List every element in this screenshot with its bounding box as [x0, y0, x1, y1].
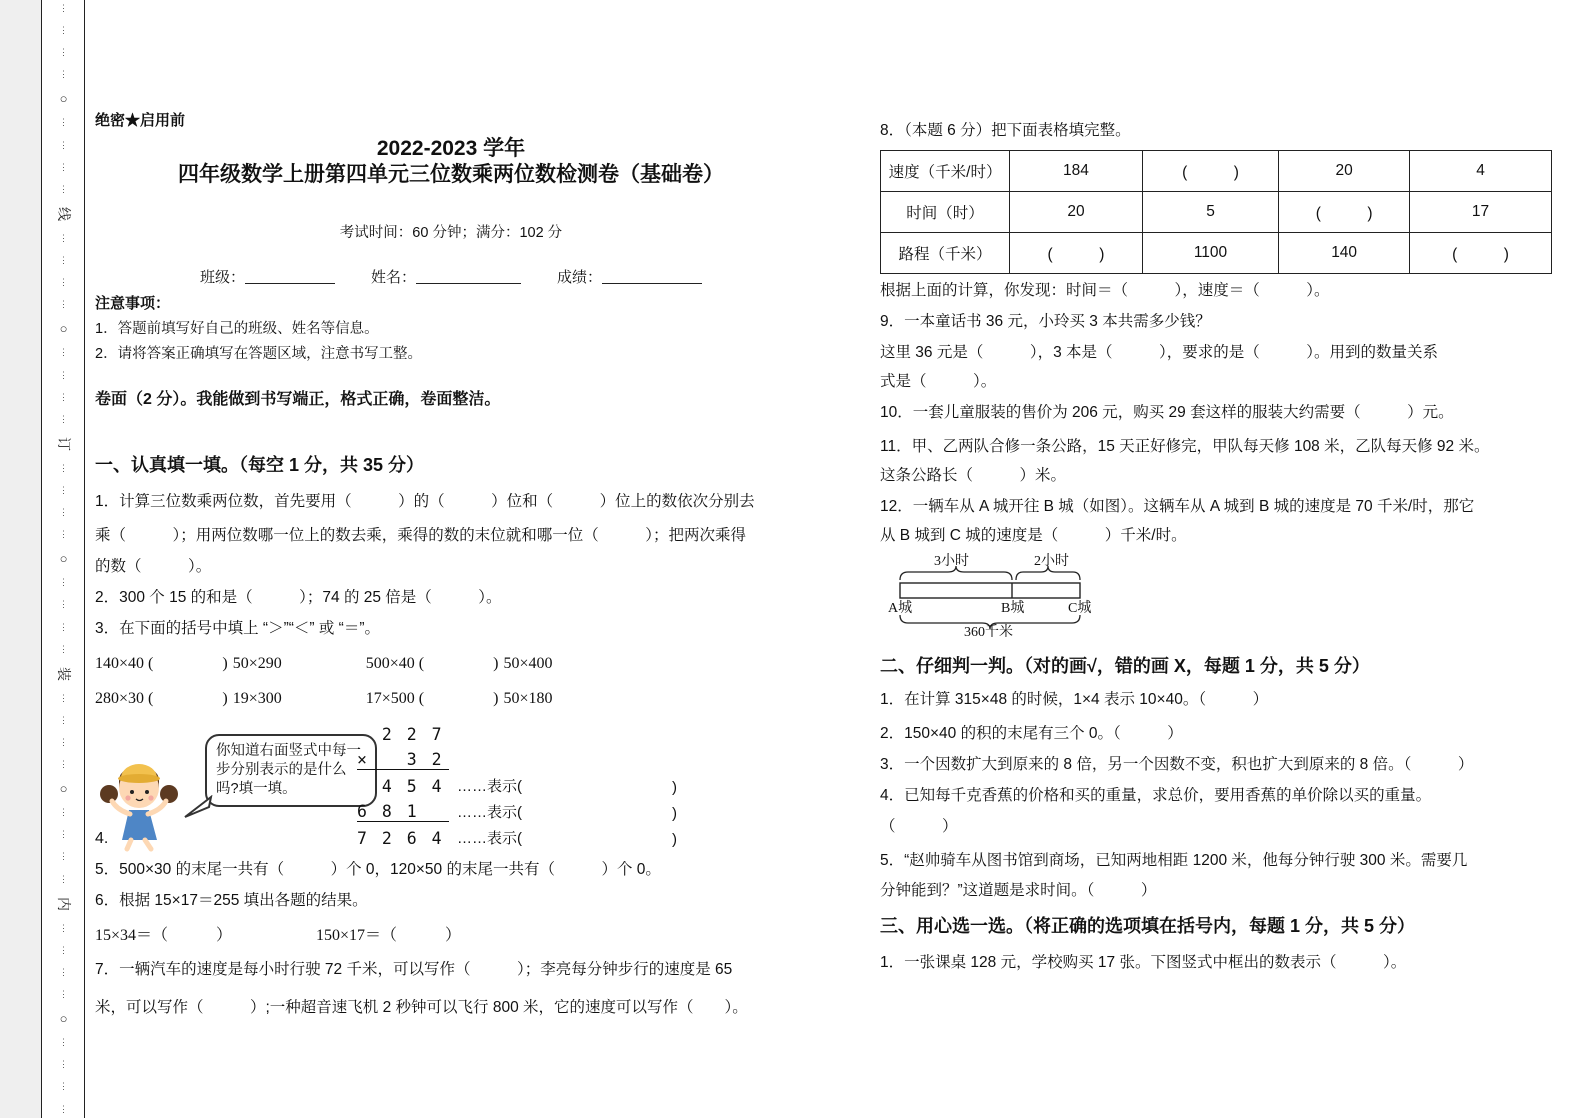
binding-circle: ○ — [59, 1011, 68, 1027]
binding-dot: ⋮ — [59, 529, 68, 540]
girl-pigtail-left — [100, 785, 118, 803]
binding-dot: ⋮ — [59, 643, 68, 654]
q11-line1: 11．甲、乙两队合修一条公路，15 天正好修完，甲队每天修 108 米，乙队每天修 92 米。 — [880, 438, 1490, 455]
binding-dot: ⋮ — [59, 47, 68, 58]
secret-label: 绝密★启用前 — [95, 112, 186, 129]
binding-strip-border — [84, 0, 85, 1118]
q8-speed-time-distance-table — [880, 150, 1552, 274]
right-column — [880, 122, 1552, 972]
vm-meaning-1: ……表示( ) — [457, 778, 677, 796]
binding-strip — [43, 0, 84, 1118]
q9-line2: 这里 36 元是（ ），3 本是（ ），要求的是（ ）。用到的数量关系 — [880, 344, 1439, 361]
vm-row-multiplier: × 3 2 — [357, 744, 677, 770]
judge-2: 2．150×40 的积的末尾有三个 0。（ ） — [880, 725, 1183, 742]
section1-title: 一、认真填一填。（每空 1 分，共 35 分） — [95, 455, 425, 475]
binding-dot: ⋮ — [59, 391, 68, 402]
q3-compare-row-1 — [95, 650, 807, 673]
binding-circle: ○ — [59, 781, 68, 797]
choice-1: 1．一张课桌 128 元，学校购买 17 张。下图竖式中框出的数表示（ ）。 — [880, 954, 1407, 971]
table-cell: 17 — [1410, 192, 1552, 233]
vm-row-product: 7 2 6 4 ……表示( ) — [357, 829, 677, 848]
speech-bubble-text: 你知道右面竖式中每一步分别表示的是什么吗?填一填。 — [216, 743, 361, 797]
score-label: 成绩： — [557, 269, 603, 286]
binding-dot: ⋮ — [59, 232, 68, 243]
row-header-time: 时间（时） — [881, 192, 1010, 233]
binding-circle: ○ — [59, 91, 68, 107]
total-distance-label: 360千米 — [964, 625, 1013, 637]
q8-conclusion-line: 根据上面的计算，你发现：时间＝（ ），速度＝（ ）。 — [880, 282, 1330, 299]
girl-hat-brim — [118, 774, 160, 783]
table-cell-blank: ( ) — [1010, 233, 1143, 274]
note-2: 2．请将答案正确填写在答题区域，注意书写工整。 — [95, 346, 423, 362]
q4-number-label: 4. — [95, 830, 109, 847]
table-cell: 140 — [1279, 233, 1410, 274]
binding-character: 内 — [55, 896, 72, 911]
girl-leg-right — [145, 840, 151, 849]
name-label: 姓名： — [370, 269, 416, 286]
compare-pair: 140×40 ( ) 50×290 — [95, 655, 282, 672]
cartoon-girl-illustration — [97, 748, 189, 852]
q8-line: 8．（本题 6 分）把下面表格填完整。 — [880, 122, 1131, 139]
exam-title-year: 2022-2023 学年 — [376, 137, 526, 160]
q7-line1: 7．一辆汽车的速度是每小时行驶 72 千米，可以写作（ ）；李亮每分钟步行的速度是 65 — [95, 961, 733, 978]
compare-blank: ( ) — [148, 655, 229, 672]
judge-4-line2: （ ） — [880, 818, 958, 835]
section3-title: 三、用心选一选。（将正确的选项填在括号内，每题 1 分，共 5 分） — [880, 916, 1416, 936]
binding-dot: ⋮ — [59, 621, 68, 632]
judge-5-line2: 分钟能到？”这道题是求时间。（ ） — [880, 882, 1157, 899]
binding-dot: ⋮ — [59, 255, 68, 266]
binding-dot: ⋮ — [59, 599, 68, 610]
binding-dot: ⋮ — [59, 759, 68, 770]
judge-5-line1: 5．“赵帅骑车从图书馆到商场，已知两地相距 1200 米，他每分钟行驶 300 米。需要几 — [880, 852, 1468, 869]
exam-info: 考试时间：60 分钟；满分：102 分 — [339, 225, 563, 241]
judge-1: 1．在计算 315×48 的时候，1×4 表示 10×40。（ ） — [880, 691, 1269, 708]
binding-dot: ⋮ — [59, 1081, 68, 1092]
binding-dot: ⋮ — [59, 484, 68, 495]
note-1: 1．答题前填写好自己的班级、姓名等信息。 — [95, 321, 379, 337]
q3-compare-row-2 — [95, 685, 807, 708]
binding-dot: ⋮ — [59, 161, 68, 172]
class-field — [200, 266, 335, 287]
table-row-time — [881, 192, 1552, 233]
q6-expression-2: 150×17＝（ ） — [316, 927, 462, 944]
binding-dot: ⋮ — [59, 944, 68, 955]
girl-blush-right — [148, 795, 153, 800]
binding-dot: ⋮ — [59, 922, 68, 933]
binding-dot: ⋮ — [59, 989, 68, 1000]
city-c-label: C城 — [1068, 601, 1092, 616]
neatness-statement: 卷面（2 分）。我能做到书写端正，格式正确，卷面整洁。 — [95, 391, 501, 408]
vertical-multiplication — [357, 718, 677, 848]
binding-dot: ⋮ — [59, 69, 68, 80]
girl-eye-left — [130, 790, 134, 794]
q11-line2: 这条公路长（ ）米。 — [880, 467, 1067, 484]
page-left-margin — [0, 0, 42, 1118]
girl-leg-left — [127, 840, 131, 849]
score-blank-line — [602, 269, 702, 284]
binding-dot: ⋮ — [59, 851, 68, 862]
q2-line: 2．300 个 15 的和是（ ）；74 的 25 倍是（ ）。 — [95, 589, 502, 606]
vm-meaning-2: ……表示( ) — [457, 804, 677, 822]
binding-dot: ⋮ — [59, 299, 68, 310]
vm-row-partial2: 6 8 1 ……表示( ) — [357, 802, 677, 822]
notes-title: 注意事项： — [95, 295, 171, 312]
compare-pair: 17×500 ( ) 50×180 — [365, 690, 553, 707]
exam-title-main: 四年级数学上册第四单元三位数乘两位数检测卷（基础卷） — [178, 163, 724, 186]
table-cell-blank: ( ) — [1279, 192, 1410, 233]
q6-expression-1: 15×34＝（ ） — [95, 927, 233, 944]
binding-dot: ⋮ — [59, 1059, 68, 1070]
binding-circle: ○ — [59, 551, 68, 567]
table-cell-blank: ( ) — [1410, 233, 1552, 274]
binding-circle: ○ — [59, 321, 68, 337]
binding-dot: ⋮ — [59, 507, 68, 518]
speech-bubble-tail — [183, 795, 213, 819]
binding-dot: ⋮ — [59, 692, 68, 703]
compare-blank: ( ) — [418, 690, 500, 707]
compare-blank: ( ) — [418, 655, 500, 672]
student-fields — [95, 266, 807, 287]
compare-pair: 280×30 ( ) 19×300 — [95, 690, 282, 707]
binding-dot: ⋮ — [59, 413, 68, 424]
table-cell: 1100 — [1142, 233, 1278, 274]
judge-4-line1: 4．已知每千克香蕉的价格和买的重量，求总价，要用香蕉的单价除以买的重量。 — [880, 787, 1432, 804]
table-cell-blank: ( ) — [1142, 151, 1278, 192]
binding-dot: ⋮ — [59, 807, 68, 818]
compare-blank: ( ) — [148, 690, 229, 707]
class-blank-line — [245, 269, 335, 284]
q9-line3: 式是（ ）。 — [880, 373, 997, 390]
table-row-distance — [881, 233, 1552, 274]
name-blank-line — [416, 269, 521, 284]
q6-line: 6．根据 15×17＝255 填出各题的结果。 — [95, 892, 368, 909]
binding-character: 装 — [55, 666, 72, 681]
girl-pigtail-right — [160, 785, 178, 803]
row-header-speed: 速度（千米/时） — [881, 151, 1010, 192]
q9-line1: 9．一本童话书 36 元，小玲买 3 本共需多少钱？ — [880, 313, 1211, 330]
binding-dot: ⋮ — [59, 139, 68, 150]
table-cell: 4 — [1410, 151, 1552, 192]
overbrace-bc — [1016, 566, 1080, 580]
binding-character: 线 — [55, 206, 72, 221]
speech-bubble — [205, 734, 377, 807]
binding-dot: ⋮ — [59, 25, 68, 36]
vm-row-multiplicand: 2 2 7 — [357, 725, 445, 744]
table-cell: 20 — [1010, 192, 1143, 233]
binding-dot: ⋮ — [59, 183, 68, 194]
table-cell: 5 — [1142, 192, 1278, 233]
distance-bar — [900, 583, 1080, 598]
table-row-speed — [881, 151, 1552, 192]
binding-dot: ⋮ — [59, 577, 68, 588]
girl-blush-left — [125, 795, 130, 800]
q12-line1: 12．一辆车从 A 城开往 B 城（如图）。这辆车从 A 城到 B 城的速度是 70 千米/时，那它 — [880, 498, 1475, 515]
binding-dot: ⋮ — [59, 1037, 68, 1048]
judge-3: 3．一个因数扩大到原来的 8 倍，另一个因数不变，积也扩大到原来的 8 倍。（ ） — [880, 756, 1474, 773]
diagram-time-ab-label: 3小时 — [934, 554, 969, 569]
city-b-label: B城 — [1001, 601, 1025, 616]
binding-dot: ⋮ — [59, 369, 68, 380]
q12-distance-diagram — [886, 553, 1126, 637]
binding-dot: ⋮ — [59, 117, 68, 128]
binding-dot: ⋮ — [59, 873, 68, 884]
binding-dot: ⋮ — [59, 737, 68, 747]
row-header-distance: 路程（千米） — [881, 233, 1010, 274]
binding-dot: ⋮ — [59, 3, 68, 13]
vm-meaning-3: ……表示( ) — [457, 830, 677, 848]
girl-eye-right — [145, 790, 149, 794]
q5-line: 5．500×30 的末尾一共有（ ）个 0，120×50 的末尾一共有（ ）个 0。 — [95, 861, 661, 878]
q7-line2: 米，可以写作（ ）;一种超音速飞机 2 秒钟可以飞行 800 米，它的速度可以写作（ ）。 — [95, 999, 748, 1016]
name-field — [371, 266, 521, 287]
binding-dot: ⋮ — [59, 829, 68, 840]
class-label: 班级： — [199, 269, 245, 286]
q1-line1: 1．计算三位数乘两位数，首先要用（ ）的（ ）位和（ ）位上的数依次分别去 — [95, 493, 755, 510]
diagram-time-bc-label: 2小时 — [1034, 554, 1069, 569]
q1-line2: 乘（ ）；用两位数哪一位上的数去乘，乘得的数的末位就和哪一位（ ）；把两次乘得 — [95, 527, 747, 544]
binding-dot: ⋮ — [59, 277, 68, 288]
table-cell: 184 — [1010, 151, 1143, 192]
binding-dot: ⋮ — [59, 462, 68, 473]
binding-dot: ⋮ — [59, 1103, 68, 1114]
binding-dot: ⋮ — [59, 966, 68, 977]
q6-answers-row — [95, 922, 807, 945]
score-field — [557, 266, 702, 287]
overbrace-ab — [900, 566, 1012, 580]
binding-character: 订 — [55, 436, 72, 451]
q1-line3: 的数（ ）。 — [95, 558, 212, 575]
section2-title: 二、仔细判一判。（对的画√，错的画 X，每题 1 分，共 5 分） — [880, 656, 1370, 676]
table-cell: 20 — [1279, 151, 1410, 192]
binding-dot: ⋮ — [59, 714, 68, 725]
q12-line2: 从 B 城到 C 城的速度是（ ）千米/时。 — [880, 527, 1187, 544]
binding-dot: ⋮ — [59, 347, 68, 358]
q10-line: 10．一套儿童服装的售价为 206 元，购买 29 套这样的服装大约需要（ ）元。 — [880, 404, 1454, 421]
compare-pair: 500×40 ( ) 50×400 — [365, 655, 553, 672]
q3-line: 3．在下面的括号中填上 “＞”“＜” 或 “＝”。 — [95, 620, 381, 637]
left-column — [95, 112, 807, 1017]
vm-row-partial1: 4 5 4 ……表示( ) — [357, 777, 677, 796]
q4-vertical-multiplication-zone — [95, 718, 807, 850]
city-a-label: A城 — [888, 601, 913, 616]
